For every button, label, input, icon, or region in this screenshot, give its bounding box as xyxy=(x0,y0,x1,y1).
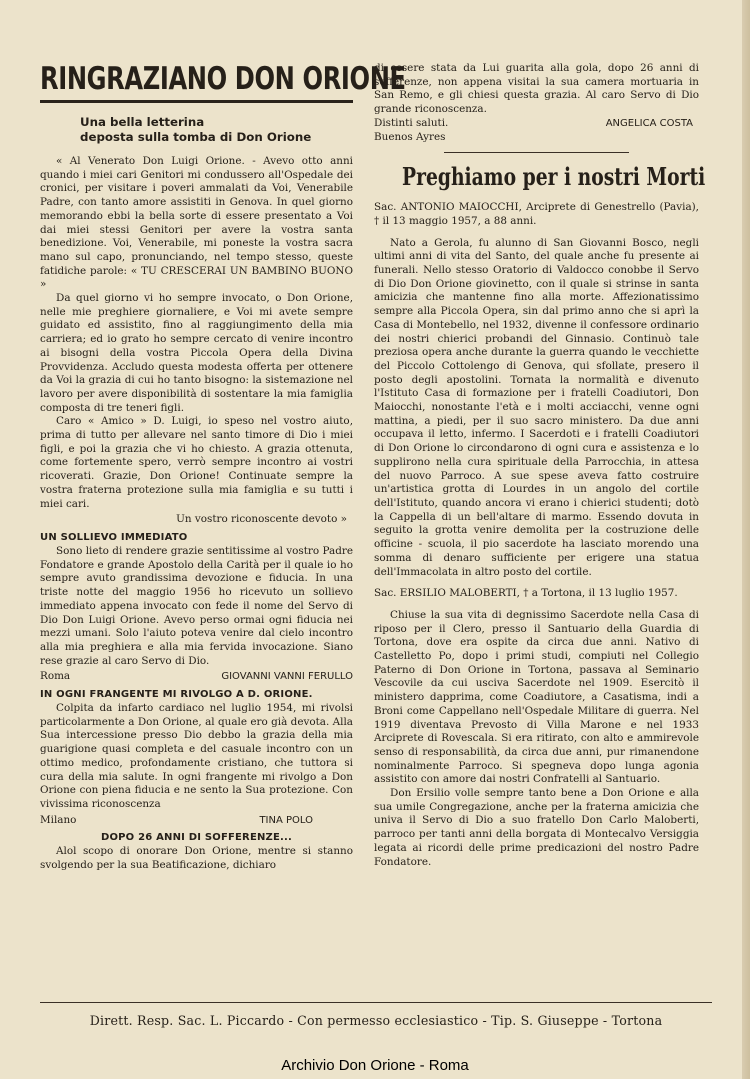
sollievo-name: GIOVANNI VANNI FERULLO xyxy=(221,671,353,683)
letter-paragraph-2: Da quel giorno vi ho sempre invocato, o Don Orione, nelle mie preghiere giornaliere, e Voi mi avete sempre guidato ed assistito, fino al raggiungimento della mia carriera; ed io grato ho sempre cercato di venire incontro ai bisogni della vostra Piccola Opera della Divina Provvidenza. Accludo questa modesta offerta per ottenere da Voi la grazia di cui ho tanto bisogno: la sistemazione nel lavoro per avere disponibilità di sostentare la mia famiglia composta di tre teneri figli. xyxy=(40,292,353,414)
footer-rule xyxy=(40,1002,712,1003)
page-edge xyxy=(742,0,750,1079)
frangente-paragraph: Colpita da infarto cardiaco nel luglio 1954, mi rivolsi particolarmente a Don Orione, al quale ero già devota. Alla Sua intercessione presso Dio debbo la grazia della mia guarigione quasi completa e del casuale incontro con un ottimo medico, profondamente cristiano, che tuttora si cura della mia salute. In ogni frangente mi rivolgo a Don Orione con piena fiducia e ne sento la Sua protezione. Con vivissima riconoscenza xyxy=(40,702,353,810)
sofferenze-name: ANGELICA COSTA xyxy=(605,117,693,129)
archive-label: Archivio Don Orione - Roma xyxy=(281,1057,469,1074)
section-head-sollievo: UN SOLLIEVO IMMEDIATO xyxy=(40,531,188,543)
sollievo-paragraph: Sono lieto di rendere grazie sentitissime al vostro Padre Fondatore e grande Apostolo della Carità per il quale io ho sempre avuto grandissima devozione e fiducia. In una triste notte del maggio 1956 ho ricevuto un sollievo immediato appena invocato con fede il nome del Servo di Dio Don Luigi Orione. Avevo perso ormai ogni fiducia nei mezzi umani. Solo l'aiuto poteva venire dal cielo incontro alla mia preghiera e alla mia fervida invocazione. Siano rese grazie al caro Servo di Dio. xyxy=(40,544,353,667)
frangente-city: Milano xyxy=(40,813,77,826)
sofferenze-close: Distinti saluti. xyxy=(374,116,449,129)
subtitle-line-1: Una bella letterina xyxy=(80,115,205,129)
obituary-1-paragraph: Nato a Gerola, fu alunno di San Giovanni Bosco, negli ultimi anni di vita del Santo, del quale anche fu presente ai funerali. Nello stesso Oratorio di Valdocco conobbe il Servo di Dio Don Orione giovinetto, con il quale si strinse in santa amicizia che mantenne fino alla morte. Affezionatissimo sempre alla Piccola Opera, sin dal primo anno che si aprì la Casa di Montebello, nel 1932, divenne il confessore ordinario dei nostri chierici probandi del Ginnasio. Continuò tale preziosa opera anche durante la guerra quando le vecchiette del Piccolo Cottolengo di Genova, qui sfollate, presero il posto degli apostolini. Tornata la normalità e divenuto l'Istituto Casa di formazione per i fratelli Coadiutori, Don Maiocchi, nonostante l'età e i molti acciacchi, venne ogni mattina, a piedi, per il suo sacro ministero. Da due anni occupava il letto, infermo. I Sacerdoti e i fratelli Coadiutori di Don Orione lo circondarono di ogni cura e assistenza e lo supplirono nella cura spirituale della Parrocchia, in attesa del nuovo Parroco. A sue spese aveva fatto costruire un'artistica grotta di Lourdes in un angolo del cortile dell'Istituto, quando ancora vi erano i chierici studenti; dotò la Cappella di un bell'altare di marmo. Essendo dovuta in seguito la grotta venire demolita per la costruzione delle officine - scuola, il pio sacerdote ha lasciato morendo una somma di denaro sufficiente per erigere una statua dell'Immacolata in altro posto del cortile. xyxy=(374,236,699,578)
letter-paragraph-3: Caro « Amico » D. Luigi, io speso nel vostro aiuto, prima di tutto per allevare nel santo timore di Dio i miei figli, e poi la grazia che vi ho chiesto. A grazia ottenuta, come fortemente spero, verrò sempre incontro ai vostri ricoverati. Grazie, Don Orione! Continuate sempre la vostra fraterna protezione sulla mia famiglia e su tutti i miei cari. xyxy=(40,415,353,510)
subtitle-line-2: deposta sulla tomba di Don Orione xyxy=(80,130,312,144)
main-title: RINGRAZIANO DON ORIONE xyxy=(40,61,406,97)
obituary-2-heading: Sac. ERSILIO MALOBERTI, † a Tortona, il 13 luglio 1957. xyxy=(374,587,678,600)
title-rule xyxy=(40,100,353,103)
section-head-frangente: IN OGNI FRANGENTE MI RIVOLGO A D. ORIONE. xyxy=(40,689,313,701)
frangente-signature xyxy=(40,814,353,828)
sofferenze-paragraph-start: Alol scopo di onorare Don Orione, mentre si stanno svolgendo per la sua Beatificazione, dichiaro xyxy=(40,845,353,872)
section-head-sofferenze: DOPO 26 ANNI DI SOFFERENZE... xyxy=(100,832,293,844)
right-column xyxy=(374,62,706,869)
sofferenze-paragraph-cont: di essere stata da Lui guarita alla gola, dopo 26 anni di sofferenze, non appena visitai la sua camera mortuaria in San Remo, e gli chiesi questa grazia. Al caro Servo di Dio grande riconoscenza. xyxy=(374,62,699,116)
sofferenze-city: Buenos Ayres xyxy=(374,130,446,143)
obituary-2-paragraph-2: Don Ersilio volle sempre tanto bene a Don Orione e alla sua umile Congregazione, anche per la fraterna amicizia che univa il Servo di Dio a suo fratello Don Carlo Maloberti, parroco per tanti anni della borgata di Montecalvo Versiggia legata ai ricordi delle prime predicazioni del nostro Padre Fondatore. xyxy=(374,787,699,868)
obituary-2-paragraph-1: Chiuse la sua vita di degnissimo Sacerdote nella Casa di riposo per il Clero, presso il Santuario della Guardia di Tortona, dove era ospite da circa due anni. Nativo di Castelletto Po, dopo i primi studi, compiuti nel Collegio Paterno di Don Orione in Tortona, passava al Seminario Vescovile da cui usciva Sacerdote nel 1909. Esercitò il ministero dapprima, come Coadiutore, a Casatisma, indi a Broni come Cappellano nell'Ospedale Militare di guerra. Nel 1919 diventava Prevosto di Villa Marone e nel 1933 Arciprete di Rovescala. Si era ritirato, con alto e ammirevole senso di responsabilità, da circa due anni, pur rimanendone nominalmente Parroco. Si spegneva dopo lunga agonia assistito con amore dai nostri Confratelli al Santuario. xyxy=(374,608,699,786)
letter-signature: Un vostro riconoscente devoto » xyxy=(176,513,347,526)
sollievo-city: Roma xyxy=(40,670,71,683)
sollievo-signature xyxy=(40,670,353,684)
obituary-1-heading: Sac. ANTONIO MAIOCCHI, Arciprete di Genestrello (Pavia), † il 13 maggio 1957, a 88 anni. xyxy=(374,201,699,227)
footer-imprint: Dirett. Resp. Sac. L. Piccardo - Con permesso ecclesiastico - Tip. S. Giuseppe - Tortona xyxy=(89,1013,663,1028)
section-divider xyxy=(444,152,629,153)
frangente-name: TINA POLO xyxy=(259,814,313,826)
letter-paragraph-1: « Al Venerato Don Luigi Orione. - Avevo otto anni quando i miei cari Genitori mi condussero all'Ospedale dei cronici, per visitare i poveri ammalati da Voi, Venerabile Padre, con tanto amore assistiti in Genova. In quel giorno memorando ebbi la bella sorte di essere presentato a Voi dai miei stessi Genitori per avere la vostra santa benedizione. Voi, Venerabile, mi poneste la vostra sacra mano sul capo, pronunciando, nel tempo stesso, queste fatidiche parole: « TU CRESCERAI UN BAMBINO BUONO » xyxy=(40,155,353,291)
obituary-title: Preghiamo per i nostri Morti xyxy=(402,162,706,192)
sofferenze-signature xyxy=(374,117,699,131)
left-column xyxy=(40,60,406,873)
